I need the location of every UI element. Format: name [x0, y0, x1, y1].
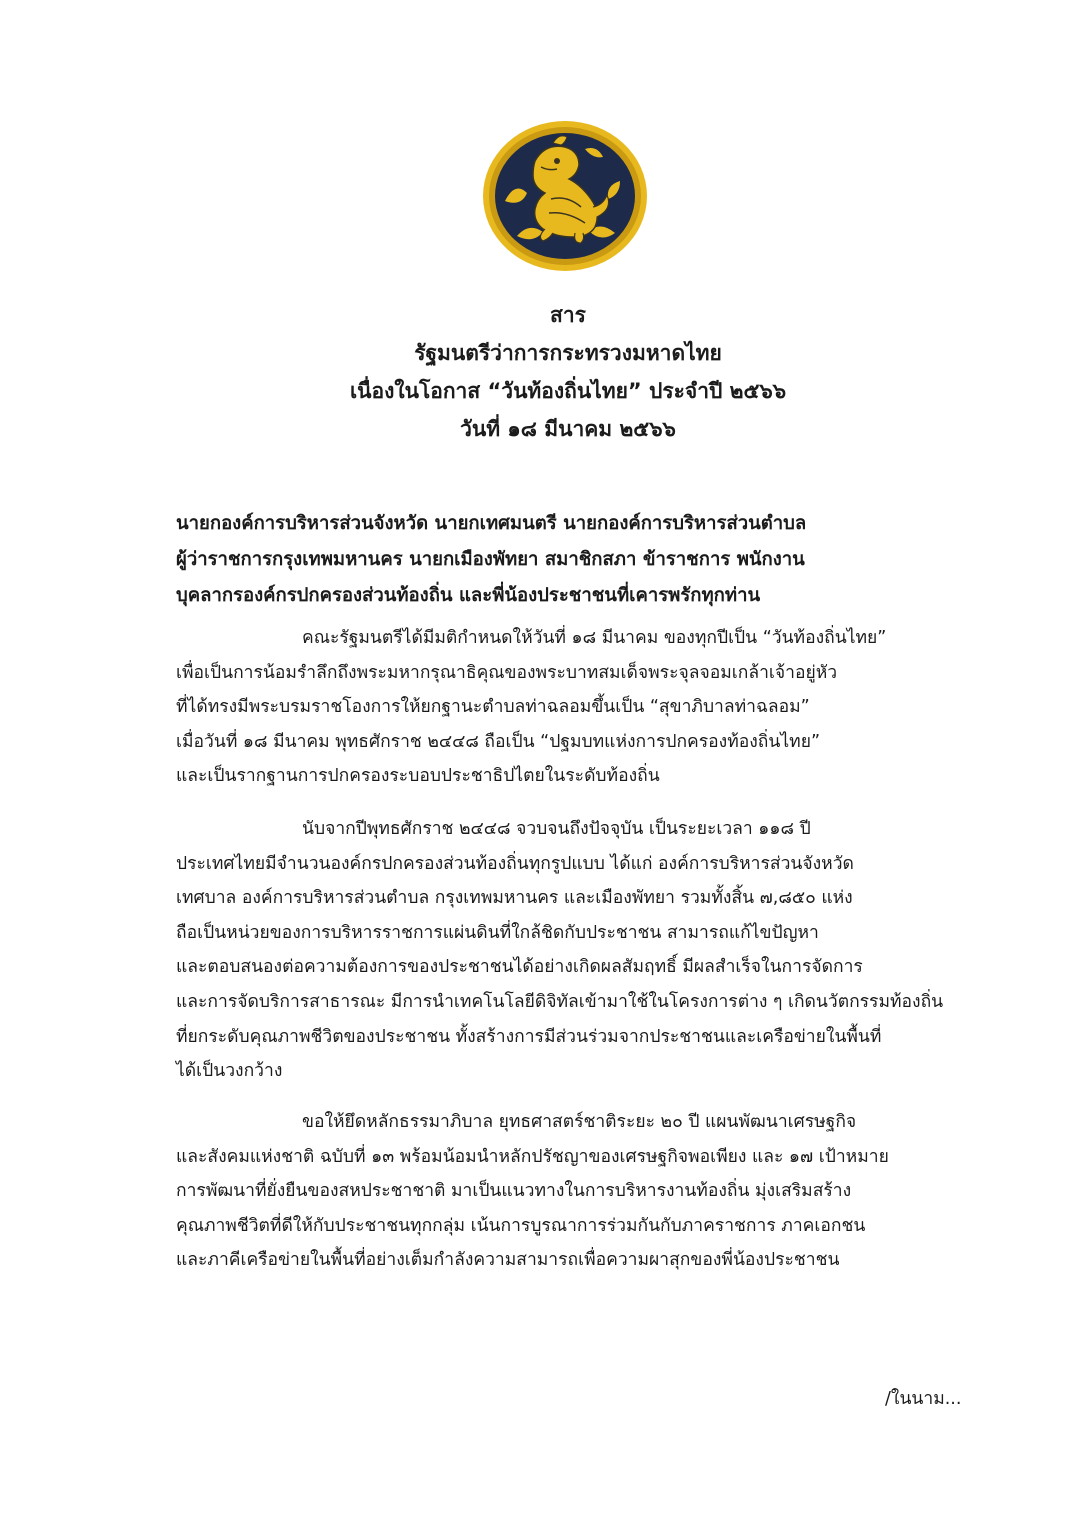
paragraph-line: ที่ยกระดับคุณภาพชีวิตของประชาชน ทั้งสร้างการมีส่วนร่วมจากประชาชนและเครือข่ายในพื้นที่	[176, 1026, 882, 1047]
paragraph-line: ได้เป็นวงกว้าง	[176, 1061, 283, 1082]
paragraph-line: นับจากปีพุทธศักราช ๒๔๔๘ จวบจนถึงปัจจุบัน เป็นระยะเวลา ๑๑๘ ปี	[302, 819, 811, 839]
paragraph-line: และสังคมแห่งชาติ ฉบับที่ ๑๓ พร้อมน้อมนำหลักปรัชญาของเศรษฐกิจพอเพียง และ ๑๗ เป้าหมาย	[176, 1146, 889, 1167]
paragraph-line: และภาคีเครือข่ายในพื้นที่อย่างเต็มกำลังความสามารถเพื่อความผาสุกของพี่น้องประชาชน	[176, 1250, 840, 1271]
paragraph-1	[176, 621, 976, 794]
heading-minister: รัฐมนตรีว่าการกระทรวงมหาดไทย	[414, 341, 722, 365]
salutation	[176, 506, 986, 614]
paragraph-line: เพื่อเป็นการน้อมรำลึกถึงพระมหากรุณาธิคุณของพระบาทสมเด็จพระจุลจอมเกล้าเจ้าอยู่หัว	[176, 662, 838, 683]
gajasiha-emblem-icon	[465, 121, 665, 271]
paragraph-line: คณะรัฐมนตรีได้มีมติกำหนดให้วันที่ ๑๘ มีนาคม ของทุกปีเป็น “วันท้องถิ่นไทย”	[302, 628, 887, 648]
paragraph-line: เมื่อวันที่ ๑๘ มีนาคม พุทธศักราช ๒๔๔๘ ถือเป็น “ปฐมบทแห่งการปกครองท้องถิ่นไทย”	[176, 731, 821, 752]
paragraph-line: ขอให้ยึดหลักธรรมาภิบาล ยุทธศาสตร์ชาติระยะ ๒๐ ปี แผนพัฒนาเศรษฐกิจ	[302, 1112, 857, 1132]
paragraph-line: การพัฒนาที่ยั่งยืนของสหประชาชาติ มาเป็นแนวทางในการบริหารงานท้องถิ่น มุ่งเสริมสร้าง	[176, 1181, 852, 1202]
salutation-line: นายกองค์การบริหารส่วนจังหวัด นายกเทศมนตรี นายกองค์การบริหารส่วนตำบล	[176, 513, 807, 534]
paragraph-line: และเป็นรากฐานการปกครองระบอบประชาธิปไตยในระดับท้องถิ่น	[176, 766, 660, 787]
letter-heading	[0, 296, 1076, 448]
heading-date: วันที่ ๑๘ มีนาคม ๒๕๖๖	[460, 417, 676, 441]
paragraph-2	[176, 812, 976, 1089]
heading-occasion: เนื่องในโอกาส “วันท้องถิ่นไทย” ประจำปี ๒๕๖๖	[349, 379, 787, 403]
paragraph-line: เทศบาล องค์การบริหารส่วนตำบล กรุงเทพมหานคร และเมืองพัทยา รวมทั้งสิ้น ๗,๘๕๐ แห่ง	[176, 888, 853, 909]
salutation-line: ผู้ว่าราชการกรุงเทพมหานคร นายกเมืองพัทยา สมาชิกสภา ข้าราชการ พนักงาน	[176, 549, 805, 570]
paragraph-line: ประเทศไทยมีจำนวนองค์กรปกครองส่วนท้องถิ่นทุกรูปแบบ ได้แก่ องค์การบริหารส่วนจังหวัด	[176, 853, 854, 874]
paragraph-line: ที่ได้ทรงมีพระบรมราชโองการให้ยกฐานะตำบลท่าฉลอมขึ้นเป็น “สุขาภิบาลท่าฉลอม”	[176, 697, 810, 718]
paragraph-line: ถือเป็นหน่วยของการบริหารราชการแผ่นดินที่ใกล้ชิดกับประชาชน สามารถแก้ไขปัญหา	[176, 922, 819, 943]
paragraph-line: และการจัดบริการสาธารณะ มีการนำเทคโนโลยีดิจิทัลเข้ามาใช้ในโครงการต่าง ๆ เกิดนวัตกรรมท้องถิ่น	[176, 991, 944, 1012]
paragraph-line: และตอบสนองต่อความต้องการของประชาชนได้อย่างเกิดผลสัมฤทธิ์ มีผลสำเร็จในการจัดการ	[176, 957, 863, 978]
paragraph-line: คุณภาพชีวิตที่ดีให้กับประชาชนทุกกลุ่ม เน้นการบูรณาการร่วมกันกับภาคราชการ ภาคเอกชน	[176, 1215, 866, 1236]
paragraph-3	[176, 1105, 976, 1278]
heading-title: สาร	[550, 303, 586, 327]
continuation-note: /ในนาม...	[885, 1389, 962, 1409]
salutation-line: บุคลากรองค์กรปกครองส่วนท้องถิ่น และพี่น้องประชาชนที่เคารพรักทุกท่าน	[176, 585, 761, 606]
